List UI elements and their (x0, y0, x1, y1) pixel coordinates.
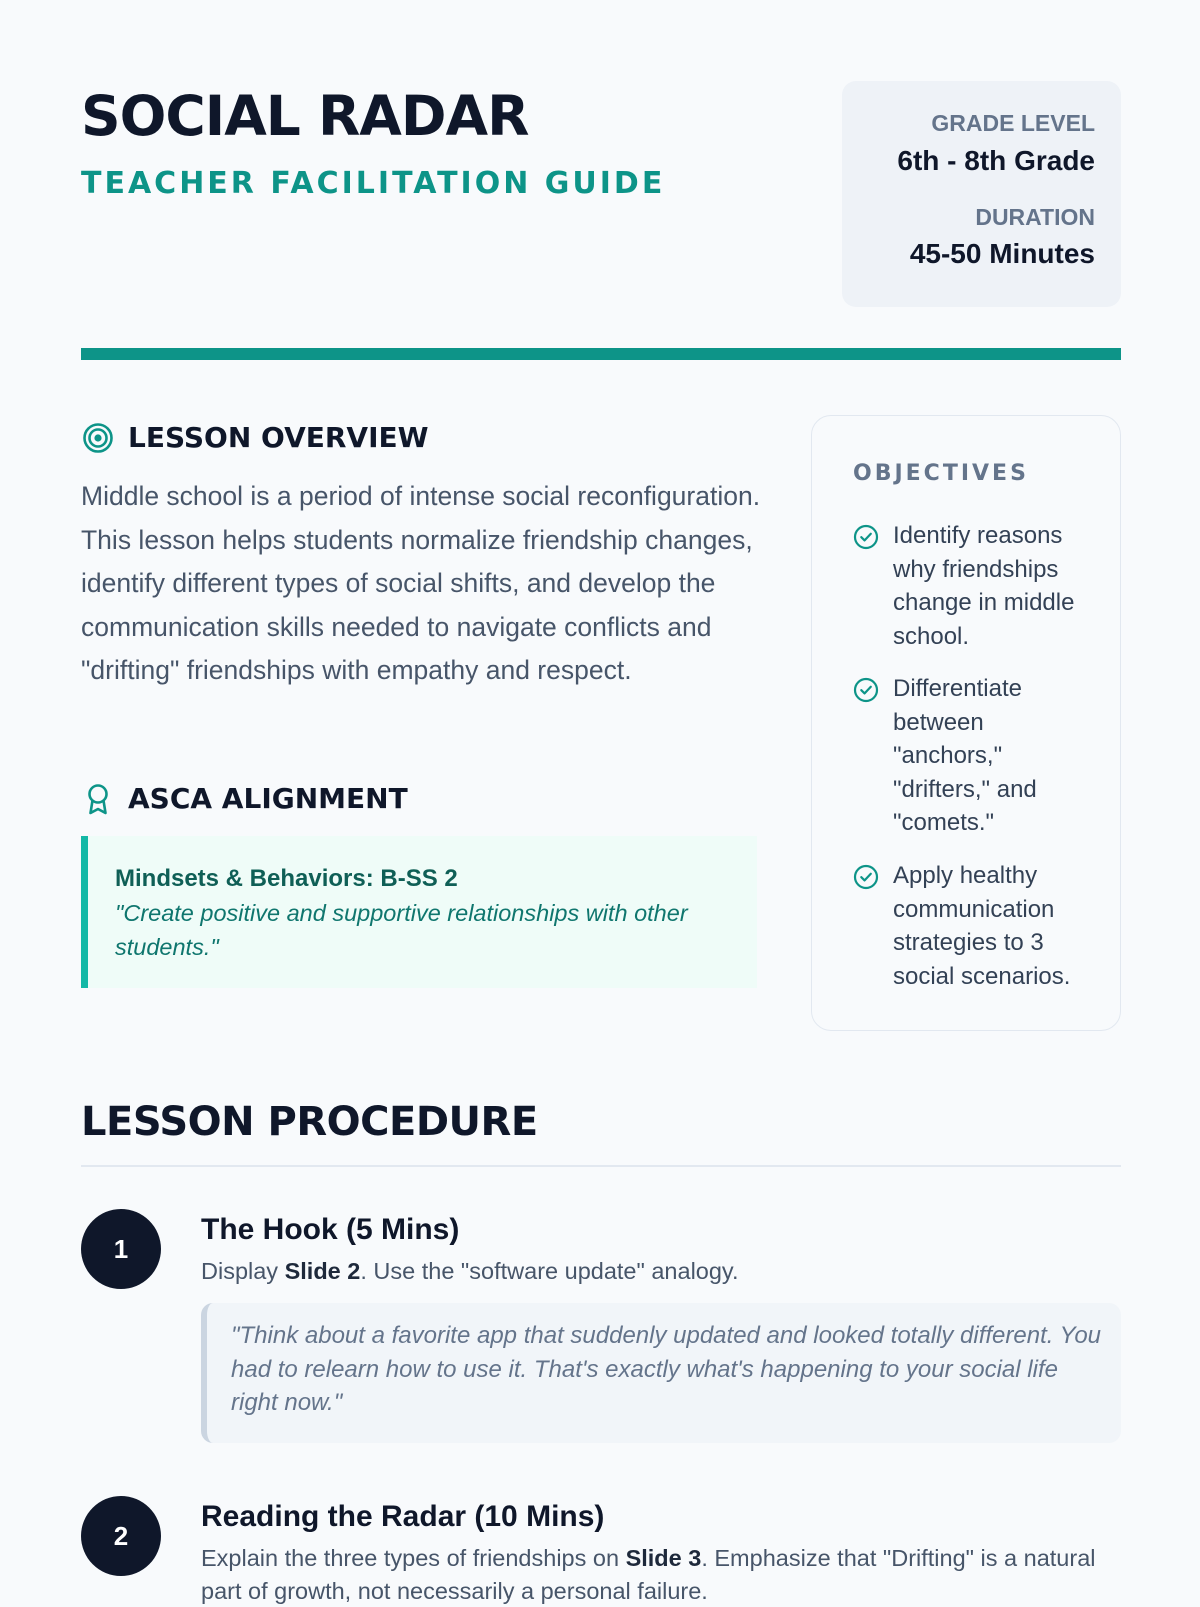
objectives-card (811, 415, 1121, 1031)
check-circle-icon (853, 524, 879, 550)
check-circle-icon (853, 677, 879, 703)
page-title: SOCIAL RADAR (81, 84, 529, 148)
objective-text: Identify reasons why friendships change in middle school. (893, 522, 1075, 650)
check-circle-icon (853, 864, 879, 890)
step-description-text: Display (201, 1258, 285, 1284)
procedure-heading: LESSON PROCEDURE (81, 1099, 538, 1145)
asca-standard-quote: "Create positive and supportive relationships with other students." (115, 900, 688, 960)
step-title: Reading the Radar (10 Mins) (201, 1500, 605, 1533)
objective-item (853, 859, 1093, 993)
grade-level-value: 6th - 8th Grade (897, 145, 1095, 176)
objective-text: Differentiate between "anchors," "drifters," and "comets." (893, 675, 1037, 836)
step-number-badge: 1 (81, 1209, 161, 1289)
step-title: The Hook (5 Mins) (201, 1213, 460, 1246)
step-slide-ref: Slide 2 (284, 1258, 361, 1284)
header-divider (81, 348, 1121, 360)
step-description (201, 1255, 1121, 1288)
objectives-heading: OBJECTIVES (853, 461, 1029, 486)
target-icon (81, 421, 115, 455)
objective-item (853, 672, 1093, 840)
step-slide-ref: Slide 3 (625, 1545, 702, 1571)
duration-value: 45-50 Minutes (909, 238, 1095, 269)
asca-callout (81, 836, 757, 988)
page-subtitle: TEACHER FACILITATION GUIDE (81, 166, 666, 201)
step-script-quote (201, 1303, 1121, 1443)
asca-standard-code: Mindsets & Behaviors: B-SS 2 (115, 865, 458, 892)
overview-body: Middle school is a period of intense social reconfiguration. This lesson helps students normalize friendship changes, identify different types of social shifts, and develop the communication skills needed to navigate conflicts and "drifting" friendships with empathy and respect. (81, 481, 761, 685)
step-description-text: . Use the "software update" analogy. (360, 1258, 739, 1284)
award-icon (81, 782, 115, 816)
procedure-divider (81, 1165, 1121, 1167)
grade-level-label: GRADE LEVEL (931, 110, 1095, 136)
step-description-text: . Emphasize that "Drifting" is a natural part of growth, not necessarily a personal failure. (201, 1545, 1096, 1604)
overview-heading (81, 421, 429, 455)
duration-label: DURATION (975, 204, 1095, 230)
objective-text: Apply healthy communication strategies to 3 social scenarios. (893, 862, 1071, 990)
objective-item (853, 519, 1093, 653)
lesson-meta-card (842, 81, 1121, 307)
step-description-text: Explain the three types of friendships on (201, 1545, 626, 1571)
asca-heading (81, 782, 408, 816)
overview-heading-text: LESSON OVERVIEW (128, 421, 429, 454)
step-quote-text: "Think about a favorite app that suddenly updated and looked totally different. You had to relearn how to use it. That's exactly what's happening to your social life right now." (231, 1322, 1102, 1416)
step-number-badge: 2 (81, 1496, 161, 1576)
step-description (201, 1542, 1121, 1607)
asca-heading-text: ASCA ALIGNMENT (128, 782, 408, 815)
